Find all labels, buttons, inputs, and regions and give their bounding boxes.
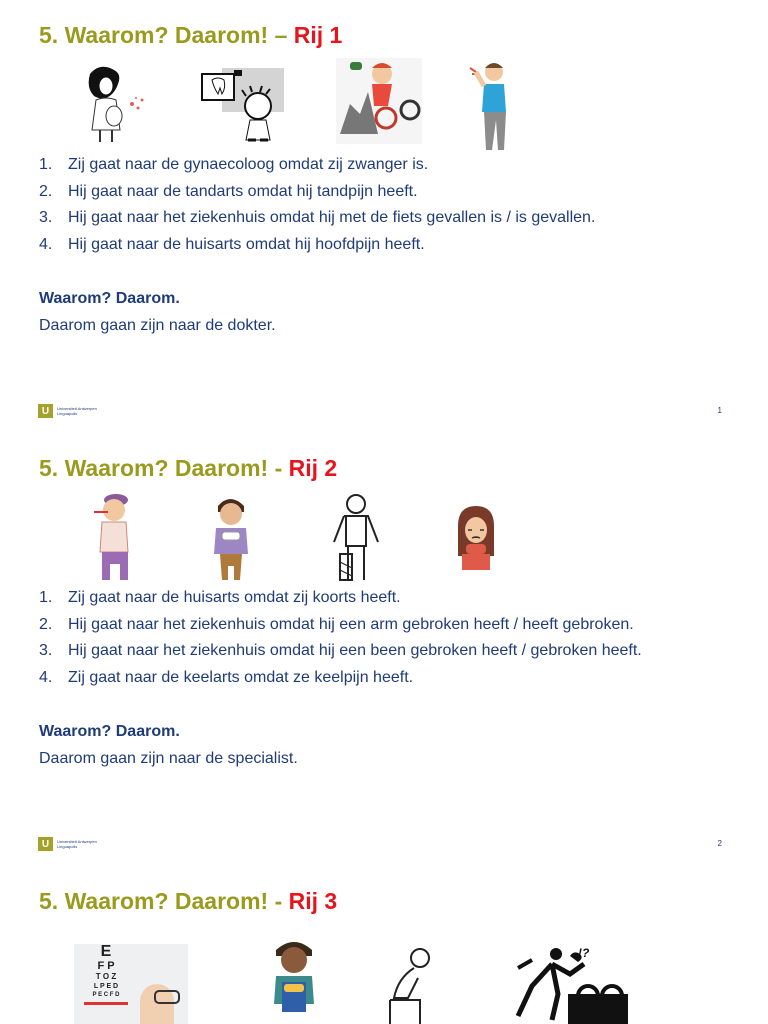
list-item: 3. Hij gaat naar het ziekenhuis omdat hij met de fiets gevallen is / is gevallen. — [39, 209, 596, 226]
slide-title: 5. Waarom? Daarom! – Rij 1 — [39, 22, 343, 48]
answer-list — [39, 152, 595, 258]
logo-mark: U — [38, 837, 53, 851]
why-heading: Waarom? Daarom. — [39, 723, 180, 740]
logo-line-2: Linguapolis — [57, 844, 78, 849]
illustrations-row — [0, 490, 768, 586]
toothache-boy-illustration — [198, 68, 284, 148]
list-item: 1. Zij gaat naar de gynaecoloog omdat zij zwanger is. — [39, 156, 429, 173]
slide-title: 5. Waarom? Daarom! - Rij 2 — [39, 455, 338, 481]
eye-test-illustration — [74, 944, 188, 1024]
answer-sentence: Daarom gaan zijn naar de dokter. — [39, 317, 276, 334]
university-logo — [38, 404, 97, 418]
list-item: 4. Hij gaat naar de huisarts omdat hij hoofdpijn heeft. — [39, 235, 425, 253]
answer-sentence: Daarom gaan zijn naar de specialist. — [39, 750, 298, 767]
list-item: 2. Hij gaat naar de tandarts omdat hij tandpijn heeft. — [39, 182, 418, 200]
eye-chart-row: L P E D — [93, 983, 119, 990]
illustrations-row — [0, 58, 768, 154]
stomach-ache-boy-illustration — [268, 940, 320, 1024]
list-item: 2. Hij gaat naar het ziekenhuis omdat hij een arm gebroken heeft / heeft gebroken. — [39, 615, 634, 633]
eye-chart-row: P E C F D — [92, 992, 120, 998]
fever-girl-illustration — [90, 490, 140, 584]
sore-throat-woman-illustration — [452, 506, 500, 572]
logo-line-1: Universiteit Antwerpen — [57, 839, 97, 844]
headache-man-illustration — [466, 60, 522, 154]
logo-line-1: Universiteit Antwerpen — [57, 406, 97, 411]
page-number: 2 — [717, 839, 722, 848]
university-logo — [38, 837, 97, 851]
list-item: 4. Zij gaat naar de keelarts omdat ze keelpijn heeft. — [39, 668, 414, 686]
illustrations-row — [0, 940, 768, 1024]
sad-sitting-person-illustration — [384, 944, 442, 1024]
logo-mark: U — [38, 404, 53, 418]
eye-chart-row: T O Z — [95, 972, 117, 981]
answer-list — [39, 585, 642, 691]
slide-title: 5. Waarom? Daarom! - Rij 3 — [39, 888, 338, 914]
pregnant-woman-illustration — [80, 64, 150, 144]
alarm-sign: !? — [578, 946, 590, 960]
page-number: 1 — [717, 406, 722, 415]
list-item: 1. Zij gaat naar de huisarts omdat zij koorts heeft. — [39, 589, 401, 606]
bike-fall-illustration — [336, 58, 422, 144]
list-item: 3. Hij gaat naar het ziekenhuis omdat hij een been gebroken heeft / gebroken heeft. — [39, 642, 642, 659]
broken-leg-man-illustration — [328, 492, 384, 584]
why-heading: Waarom? Daarom. — [39, 290, 180, 307]
logo-line-2: Linguapolis — [57, 411, 78, 416]
eye-chart-row: E — [100, 944, 112, 960]
broken-arm-boy-illustration — [208, 496, 254, 584]
work-accident-illustration — [512, 944, 630, 1024]
eye-chart-row: F P — [97, 960, 115, 972]
